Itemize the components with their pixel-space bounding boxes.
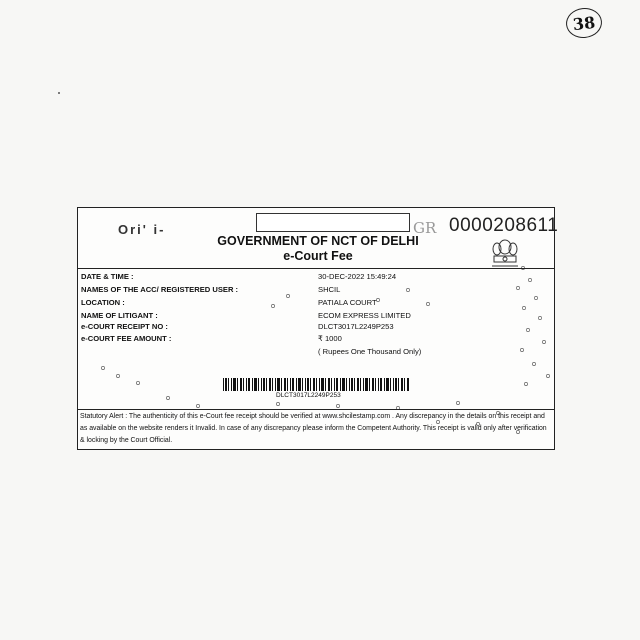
national-emblem bbox=[488, 238, 522, 270]
field-value-location: PATIALA COURT bbox=[318, 298, 377, 307]
court-fee-receipt bbox=[77, 207, 559, 450]
header-mark: Ori' i- bbox=[118, 222, 166, 237]
field-label-amount: e-COURT FEE AMOUNT : bbox=[81, 334, 172, 343]
field-value-receipt-no: DLCT3017L2249P253 bbox=[318, 322, 394, 331]
field-label-date: DATE & TIME : bbox=[81, 272, 134, 281]
gr-number: 0000208611 bbox=[449, 215, 559, 236]
field-label-receipt-no: e-COURT RECEIPT NO : bbox=[81, 322, 168, 331]
scan-speck bbox=[58, 92, 60, 94]
amount-in-words: ( Rupees One Thousand Only) bbox=[318, 347, 422, 356]
alert-divider bbox=[78, 409, 554, 410]
receipt-title: GOVERNMENT OF NCT OF DELHI bbox=[217, 234, 419, 248]
header-blank-box bbox=[256, 213, 410, 232]
field-label-location: LOCATION : bbox=[81, 298, 125, 307]
receipt-subtitle: e-Court Fee bbox=[283, 249, 353, 263]
receipt-barcode bbox=[223, 378, 409, 391]
field-value-date: 30-DEC-2022 15:49:24 bbox=[318, 272, 397, 281]
field-value-litigant: ECOM EXPRESS LIMITED bbox=[318, 311, 411, 320]
field-value-amount: ₹ 1000 bbox=[318, 334, 342, 343]
gr-label: GR bbox=[413, 219, 437, 237]
statutory-alert: Statutory Alert : The authenticity of this e-Court fee receipt should be verified at www.shcilestamp.com . Any discrepancy in the details on this receipt and as available on the website renders it Invalid. In case of any discrepancy please inform the Competent Authority. This receipt is valid only after verification & locking by the Court Official. bbox=[80, 413, 547, 444]
field-label-litigant: NAME OF LITIGANT : bbox=[81, 311, 158, 320]
receipt-title-block bbox=[173, 234, 463, 264]
header-divider bbox=[78, 268, 554, 269]
page-number-stamp: 38 bbox=[565, 6, 604, 40]
barcode-number: DLCT3017L2249P253 bbox=[276, 392, 341, 399]
field-label-user: NAMES OF THE ACC/ REGISTERED USER : bbox=[81, 285, 239, 294]
field-value-user: SHCIL bbox=[318, 285, 341, 294]
